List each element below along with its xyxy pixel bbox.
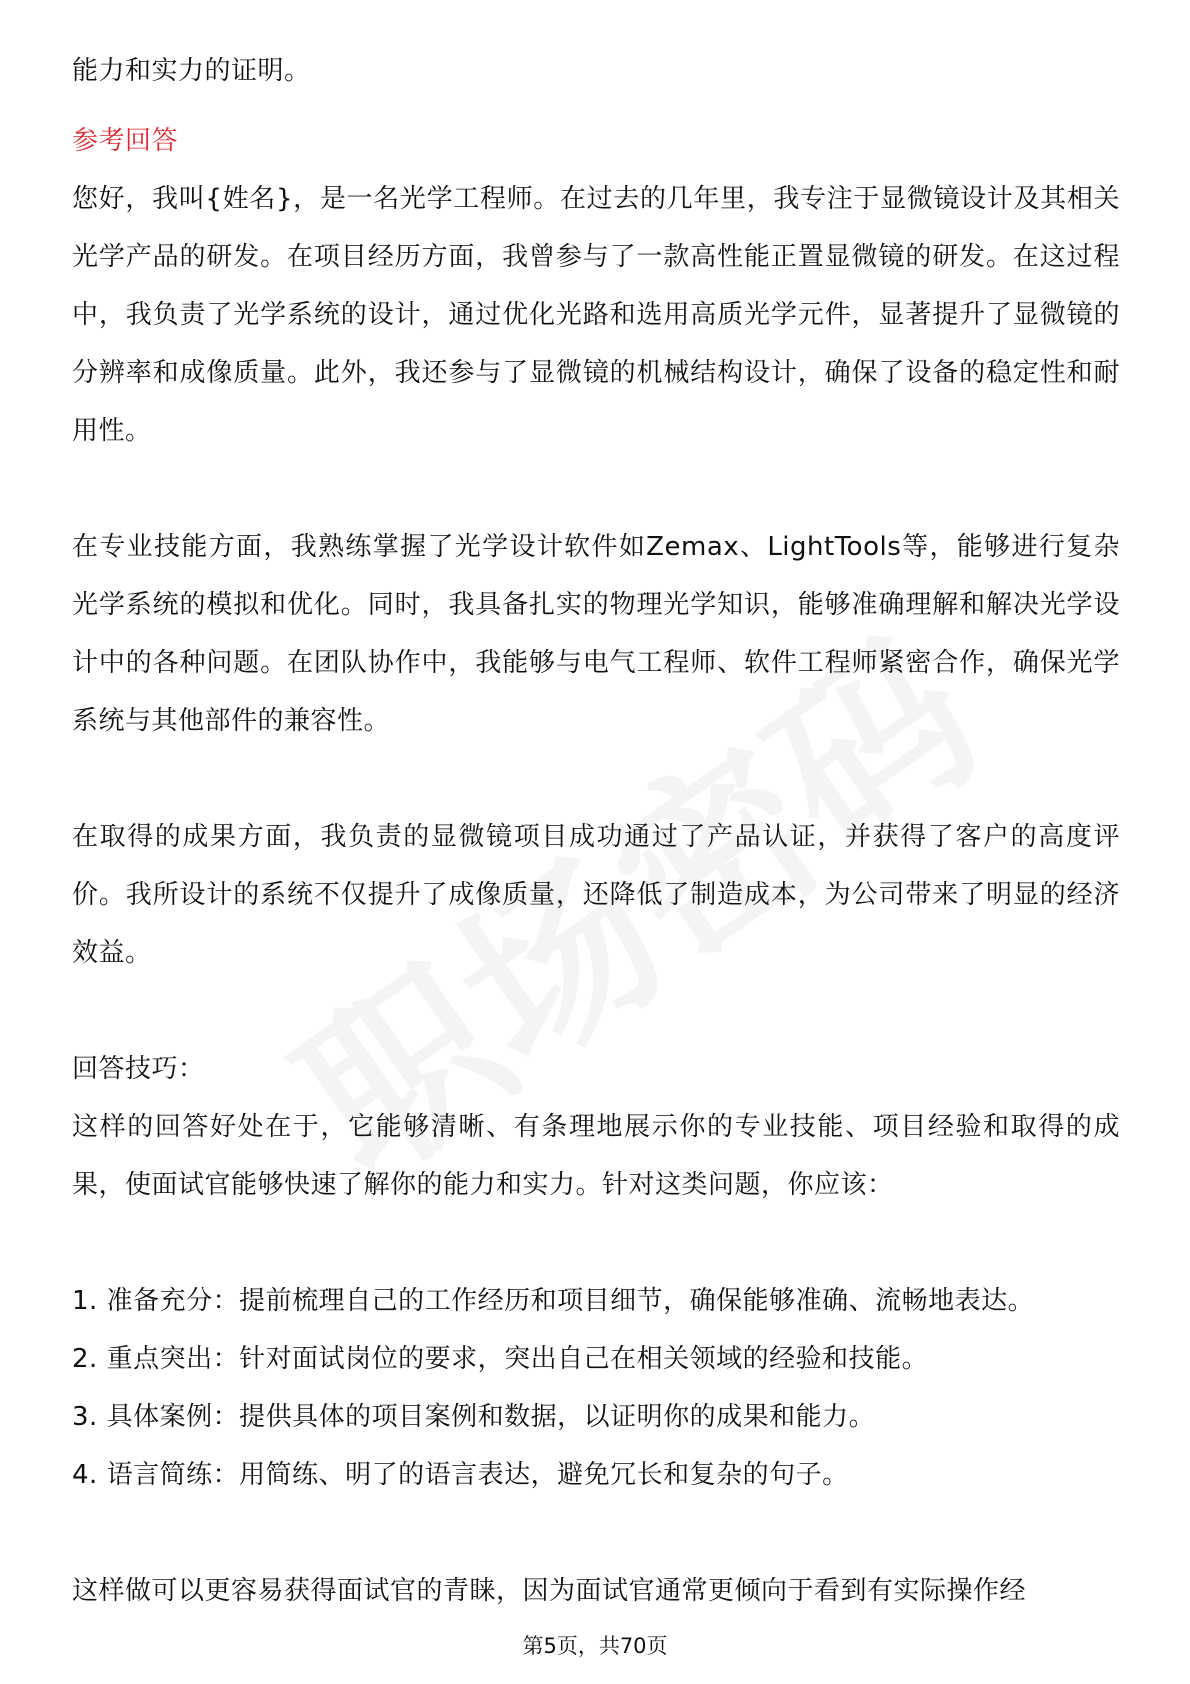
tips-list-item: 1. 准备充分：提前梳理自己的工作经历和项目细节，确保能够准确、流畅地表达。: [72, 1286, 1035, 1316]
tips-heading: 回答技巧：: [72, 1054, 205, 1084]
paragraph-spacer: [72, 1214, 1120, 1272]
answer-paragraph-1: 您好，我叫{姓名}，是一名光学工程师。在过去的几年里，我专注于显微镜设计及其相关光学产品的研发。在项目经历方面，我曾参与了一款高性能正置显微镜的研发。在这过程中，我负责了光学系统的设计，通过优化光路和选用高质光学元件，显著提升了显微镜的分辨率和成像质量。此外，我还参与了显微镜的机械结构设计，确保了设备的稳定性和耐用性。: [72, 184, 1120, 446]
tips-list-item: 2. 重点突出：针对面试岗位的要求，突出自己在相关领域的经验和技能。: [72, 1344, 929, 1374]
answer-paragraph-2: 在专业技能方面，我熟练掌握了光学设计软件如Zemax、LightTools等，能够进行复杂光学系统的模拟和优化。同时，我具备扎实的物理光学知识，能够准确理解和解决光学设计中的各种问题。在团队协作中，我能够与电气工程师、软件工程师紧密合作，确保光学系统与其他部件的兼容性。: [72, 532, 1120, 736]
paragraph-spacer: [72, 750, 1120, 808]
closing-text: 这样做可以更容易获得面试官的青睐，因为面试官通常更倾向于看到有实际操作经: [72, 1576, 1027, 1606]
intro-tail-text: 能力和实力的证明。: [72, 56, 311, 86]
tips-list-item: 3. 具体案例：提供具体的项目案例和数据，以证明你的成果和能力。: [72, 1402, 876, 1432]
paragraph-spacer: [72, 1504, 1120, 1562]
paragraph-spacer: [72, 460, 1120, 518]
answer-heading: 参考回答: [72, 126, 179, 156]
page-number-footer: 第5页，共70页: [522, 1634, 668, 1658]
tips-list-item: 4. 语言简练：用简练、明了的语言表达，避免冗长和复杂的句子。: [72, 1460, 849, 1490]
paragraph-spacer: [72, 982, 1120, 1040]
document-body: [72, 42, 1120, 1620]
answer-paragraph-3: 在取得的成果方面，我负责的显微镜项目成功通过了产品认证，并获得了客户的高度评价。我所设计的系统不仅提升了成像质量，还降低了制造成本，为公司带来了明显的经济效益。: [72, 822, 1120, 968]
tips-intro: 这样的回答好处在于，它能够清晰、有条理地展示你的专业技能、项目经验和取得的成果，使面试官能够快速了解你的能力和实力。针对这类问题，你应该：: [72, 1112, 1120, 1200]
